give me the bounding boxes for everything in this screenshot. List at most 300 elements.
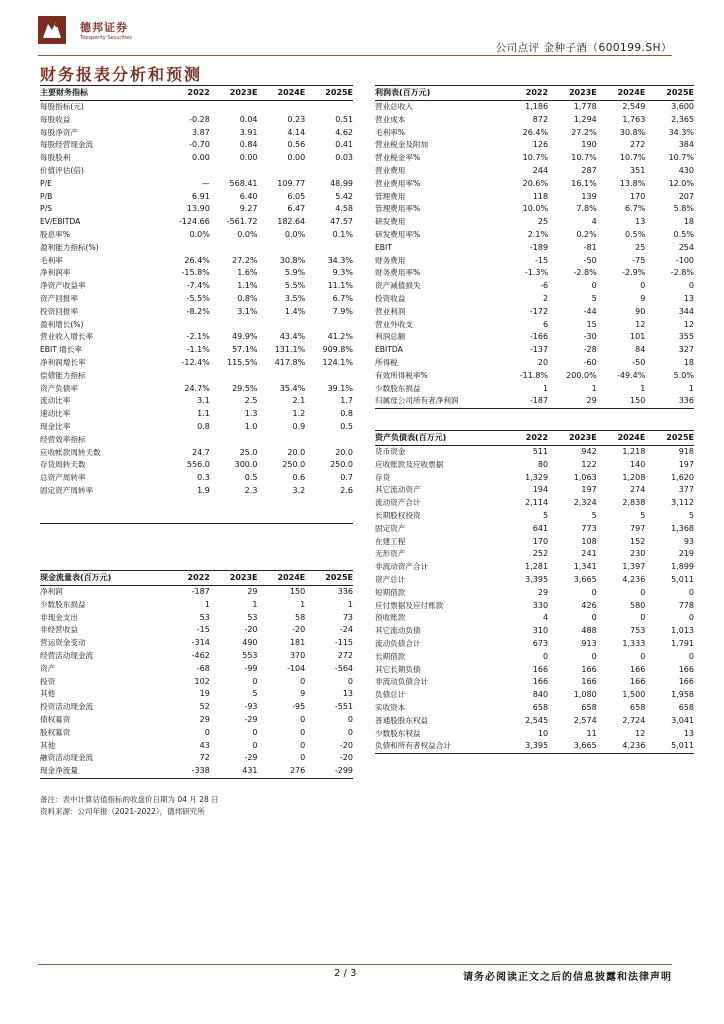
cell-value: 166 — [532, 664, 549, 674]
table-row — [375, 395, 694, 408]
cell-value — [305, 511, 353, 524]
cell-value: 0.7 — [340, 473, 353, 483]
cell-value: 3.1 — [197, 396, 210, 406]
cell-value: 0.9 — [292, 421, 306, 431]
table-row — [375, 625, 694, 638]
row-label: 预收账款 — [375, 613, 406, 623]
cell-value: 0.04 — [239, 114, 258, 124]
table-row — [375, 139, 694, 152]
cell-value: -93 — [244, 702, 258, 712]
cell-value — [162, 498, 210, 511]
cell-value: 0.6 — [292, 473, 306, 483]
row-label: 投资 — [40, 676, 56, 686]
cell-value: 5,011 — [671, 741, 694, 751]
table-header-row — [375, 431, 694, 446]
cell-value: 53 — [247, 612, 258, 622]
table-row — [40, 114, 353, 127]
cell-value — [258, 434, 306, 447]
cell-value: 0 — [300, 727, 306, 737]
cell-value — [305, 498, 353, 511]
cell-value: 10.7% — [571, 153, 597, 163]
table-row — [375, 651, 694, 664]
cell-value: 12 — [635, 319, 646, 329]
row-label: 营业收入增长率 — [40, 332, 94, 342]
cell-value: 0.41 — [335, 140, 353, 150]
cell-value: 4,236 — [622, 741, 646, 751]
cell-value: 20.0 — [287, 447, 306, 457]
cell-value: 1,294 — [573, 114, 597, 124]
table-row — [40, 139, 353, 152]
table-row — [375, 165, 694, 178]
cell-value: -50 — [583, 255, 597, 265]
row-label: 营业利润 — [375, 306, 406, 316]
cell-value: 1,333 — [622, 638, 646, 648]
table-row — [375, 306, 694, 319]
row-label: 应付票据及应付账款 — [375, 600, 444, 610]
row-label: 净利润 — [40, 587, 63, 596]
footer-divider — [38, 964, 672, 965]
row-label: 少数股东损益 — [375, 383, 421, 393]
table-row — [40, 485, 353, 498]
column-header: 2024E — [277, 88, 306, 97]
cell-value: 90 — [635, 306, 646, 316]
table-row — [40, 637, 353, 650]
cell-value: -24 — [339, 625, 353, 635]
table-row — [40, 357, 353, 370]
cell-value — [210, 498, 258, 511]
cell-value: 1 — [640, 383, 646, 393]
row-label: 非流动负债合计 — [375, 677, 429, 687]
cell-value: 6.7% — [625, 204, 646, 214]
cell-value — [162, 242, 210, 255]
cell-value: -75 — [632, 255, 646, 265]
row-label: 每股净资产 — [40, 127, 78, 137]
table-row — [375, 191, 694, 204]
row-label: 其它流动资产 — [375, 485, 421, 495]
cell-value: 181 — [289, 638, 306, 648]
cell-value: 1,778 — [573, 102, 597, 111]
cell-value: 152 — [630, 536, 646, 546]
cell-value: 2,574 — [573, 715, 597, 725]
table-row — [375, 587, 694, 600]
row-label: 非流动资产合计 — [375, 562, 429, 572]
cell-value: 5.8% — [673, 204, 694, 214]
table-row — [40, 459, 353, 472]
table-row — [40, 765, 353, 778]
cell-value: -0.28 — [189, 114, 210, 124]
table-row — [375, 331, 694, 344]
cell-value: 72 — [199, 753, 210, 763]
cell-value: 0.5% — [625, 229, 646, 239]
row-label: 营业总收入 — [375, 102, 413, 111]
logo-emblem-icon — [38, 16, 66, 44]
cell-value: 430 — [678, 165, 694, 175]
row-label: 营业成本 — [375, 114, 406, 124]
cell-value: 10 — [537, 728, 549, 738]
cell-value — [258, 498, 306, 511]
cell-value: 287 — [581, 165, 597, 175]
cell-value: -60 — [583, 357, 597, 367]
column-header: 2023E — [229, 88, 258, 97]
table-row — [40, 383, 353, 396]
cell-value: 0 — [347, 727, 353, 737]
row-label: 无形资产 — [375, 549, 406, 559]
row-label: 现金比率 — [40, 421, 71, 431]
table-row — [40, 498, 353, 511]
column-header: 2025E — [666, 433, 694, 442]
cash-flow-table — [40, 570, 353, 779]
cell-value: 254 — [678, 242, 694, 252]
cell-value: 0.3 — [197, 473, 210, 483]
cell-value: 52 — [199, 702, 210, 712]
cell-value: 2,324 — [573, 498, 597, 508]
cell-value: 29 — [199, 714, 210, 724]
cell-value: 131.1% — [274, 345, 306, 355]
cell-value: 778 — [678, 600, 694, 610]
cell-value: 29.5% — [232, 383, 258, 393]
row-label: 研发费用 — [375, 217, 406, 227]
cell-value: 2 — [542, 293, 549, 303]
cell-value: 182.64 — [277, 217, 306, 227]
column-header: 2024E — [617, 433, 646, 442]
cell-value: 274 — [630, 485, 646, 495]
cell-value: 24.7 — [191, 447, 210, 457]
row-label: 流动负债合计 — [375, 638, 421, 648]
cell-value: 1,281 — [525, 562, 549, 572]
cell-value: 244 — [532, 165, 549, 175]
cell-value: -12.4% — [181, 357, 210, 367]
cell-value: 10.7% — [668, 153, 694, 163]
column-header: 2022 — [187, 573, 210, 582]
cell-value — [162, 101, 210, 114]
cell-value: -15 — [196, 625, 210, 635]
cell-value: 580 — [630, 600, 646, 610]
table-row — [40, 280, 353, 293]
cell-value: 0 — [300, 714, 306, 724]
table-row — [40, 178, 353, 191]
cell-value: 0 — [591, 281, 597, 291]
row-label: 固定资产 — [375, 523, 406, 533]
row-label: 净资产收益率 — [40, 281, 86, 291]
cell-value: 2,545 — [525, 715, 549, 725]
cell-value — [258, 319, 306, 332]
cell-value: -299 — [334, 766, 353, 776]
table-row — [375, 472, 694, 485]
cell-value: 150 — [289, 587, 306, 596]
row-label: EBIT 增长率 — [40, 345, 83, 355]
cell-value: 918 — [678, 447, 694, 456]
table-row — [375, 536, 694, 549]
cell-value: 658 — [532, 702, 549, 712]
cell-value: 18 — [683, 217, 694, 227]
cell-value: 166 — [630, 664, 646, 674]
table-row — [375, 383, 694, 396]
cell-value: 1.6% — [237, 268, 258, 278]
cell-value: 252 — [532, 549, 549, 559]
row-label: 利润总额 — [375, 332, 406, 342]
cell-value: 200.0% — [566, 370, 597, 380]
table-row — [40, 688, 353, 701]
company-logo — [38, 16, 168, 46]
cell-value: 658 — [581, 702, 597, 712]
row-label: 长期借款 — [375, 651, 406, 661]
table-row — [40, 344, 353, 357]
cell-value: 5,011 — [671, 574, 694, 584]
row-label: 财务费用率% — [375, 268, 421, 278]
cell-value: 1,368 — [671, 523, 694, 533]
cell-value — [305, 370, 353, 383]
cell-value: 13 — [342, 689, 353, 699]
table-row — [40, 229, 353, 242]
cell-value: 2,724 — [622, 715, 646, 725]
cell-value: -30 — [583, 332, 597, 342]
cell-value: 0.0% — [189, 229, 210, 239]
cell-value: 0.8 — [197, 421, 210, 431]
column-header: 2025E — [666, 88, 694, 97]
table-row — [375, 676, 694, 689]
cell-value — [162, 511, 210, 524]
table-header-row — [40, 571, 353, 586]
cell-value: 25 — [537, 217, 549, 227]
cell-value: 12 — [635, 728, 646, 738]
table-row — [40, 612, 353, 625]
cell-value: -2.8% — [573, 268, 597, 278]
cell-value — [258, 370, 306, 383]
table-row — [375, 484, 694, 497]
table-row — [375, 497, 694, 510]
cell-value: 2.1% — [527, 229, 549, 239]
cell-value: 1 — [542, 383, 549, 393]
cell-value: 0.5% — [673, 229, 694, 239]
cell-value: -561.72 — [226, 217, 258, 227]
table-row — [375, 664, 694, 677]
row-label: 长期股权投资 — [375, 510, 421, 520]
cell-value: 5.42 — [335, 191, 353, 201]
cell-value: 122 — [581, 459, 597, 469]
cell-value: 1,791 — [671, 638, 694, 648]
cell-value: 3,041 — [671, 715, 694, 725]
table-row — [375, 638, 694, 651]
cell-value: 26.4% — [522, 127, 549, 137]
cell-value: 3,395 — [525, 574, 549, 584]
cell-value: 166 — [678, 677, 694, 687]
cell-value: 1,341 — [573, 562, 597, 572]
cell-value: 5 — [252, 689, 258, 699]
row-label: 股息率% — [40, 229, 70, 239]
cell-value: 377 — [678, 485, 694, 495]
table-row — [40, 408, 353, 421]
cell-value: 80 — [537, 459, 549, 469]
column-header: 2022 — [525, 433, 549, 442]
table-row — [40, 434, 353, 447]
header-divider — [38, 55, 672, 56]
cell-value: 73 — [342, 612, 353, 622]
cell-value: 1.2 — [292, 409, 306, 419]
cell-value: 10.7% — [619, 153, 646, 163]
cell-value — [210, 242, 258, 255]
cell-value: 1.1 — [197, 409, 210, 419]
cell-value: 1,763 — [622, 114, 646, 124]
report-header: 公司点评 金种子酒（600199.SH） — [495, 42, 672, 54]
cell-value: 13.8% — [619, 178, 646, 188]
table-row — [40, 740, 353, 753]
row-label: 研发费用率% — [375, 229, 421, 239]
cell-value: 1,958 — [671, 690, 694, 700]
cell-value: 658 — [630, 702, 646, 712]
cell-value: 194 — [532, 485, 549, 495]
table-title: 资产负债表(百万元) — [375, 433, 447, 442]
cell-value: 27.2% — [232, 255, 258, 265]
cell-value: 20.6% — [522, 178, 549, 188]
cell-value: 344 — [678, 306, 694, 316]
cell-value: -29 — [244, 753, 258, 763]
cell-value: 166 — [532, 677, 549, 687]
cell-value: 2.6 — [340, 485, 353, 495]
table-row — [40, 752, 353, 765]
cell-value: -44 — [583, 306, 597, 316]
row-label: 其它流动负债 — [375, 626, 421, 636]
cell-value: 327 — [678, 345, 694, 355]
row-label — [40, 511, 162, 524]
cell-value: 207 — [678, 191, 694, 201]
cell-value: 9.27 — [239, 204, 258, 214]
cell-value: -68 — [196, 663, 210, 673]
row-label: 每股经营现金流 — [40, 140, 94, 150]
table-row — [40, 421, 353, 434]
table-row — [40, 701, 353, 714]
cell-value: 0 — [688, 613, 694, 623]
cell-value: 241 — [581, 549, 597, 559]
table-row — [375, 715, 694, 728]
cell-value: — — [201, 178, 210, 188]
row-label: 债权募资 — [40, 714, 71, 724]
cell-value: 2.5 — [244, 396, 258, 406]
cell-value: 773 — [581, 523, 597, 533]
cell-value: 673 — [532, 638, 549, 648]
cell-value: 7.9% — [332, 306, 353, 316]
column-header: 2023E — [568, 88, 597, 97]
cell-value: 1,013 — [671, 626, 694, 636]
cell-value: -314 — [191, 638, 210, 648]
cell-value: 26.4% — [184, 255, 210, 265]
cell-value: 0.0% — [237, 229, 258, 239]
cell-value: 3.5% — [284, 293, 306, 303]
cell-value: 0 — [640, 651, 646, 661]
cell-value: -11.8% — [519, 370, 549, 380]
table-title: 现金流量表(百万元) — [40, 573, 112, 582]
cell-value: 0 — [347, 676, 353, 686]
cell-value: 300.0 — [234, 460, 258, 470]
cell-value — [210, 370, 258, 383]
table-row — [375, 357, 694, 370]
cell-value: 351 — [630, 165, 646, 175]
row-label: 资产回报率 — [40, 293, 78, 303]
table-row — [375, 459, 694, 472]
row-label: 偿债能力指标 — [40, 370, 86, 380]
cell-value: 20.0 — [335, 447, 353, 457]
cell-value: -6 — [540, 281, 549, 291]
cell-value: 41.2% — [327, 332, 353, 342]
cell-value: 124.1% — [322, 357, 353, 367]
cell-value — [305, 242, 353, 255]
cell-value — [162, 165, 210, 178]
cell-value: 0 — [204, 727, 210, 737]
cell-value: 197 — [678, 459, 694, 469]
cell-value: -20 — [339, 740, 353, 750]
cell-value: 336 — [678, 396, 694, 406]
row-label: 资产总计 — [375, 574, 406, 584]
row-label: 盈利能力指标(%) — [40, 242, 99, 252]
table-row — [40, 586, 353, 599]
cell-value: 5 — [542, 510, 549, 520]
row-label: 实收资本 — [375, 702, 406, 712]
disclaimer: 请务必阅读正文之后的信息披露和法律声明 — [463, 972, 672, 983]
cell-value: -7.4% — [186, 281, 210, 291]
cell-value: -172 — [529, 306, 549, 316]
cell-value: 1 — [591, 383, 597, 393]
cell-value: 11.1% — [327, 281, 353, 291]
cell-value: 3.87 — [191, 127, 210, 137]
row-label: 非经营收益 — [40, 625, 78, 635]
table-row — [40, 331, 353, 344]
cell-value: 16.1% — [571, 178, 597, 188]
cell-value: -100 — [675, 255, 694, 265]
table-row — [40, 127, 353, 140]
table-row — [375, 344, 694, 357]
row-label: 营业费用率% — [375, 178, 421, 188]
table-row — [40, 472, 353, 485]
row-label: 营运资金变动 — [40, 638, 86, 648]
cell-value: 18 — [683, 357, 694, 367]
row-label: 少数股东权益 — [375, 728, 421, 738]
table-row — [40, 395, 353, 408]
cell-value: 1 — [252, 599, 258, 609]
row-label: 其他 — [40, 740, 56, 750]
cell-value: 641 — [532, 523, 549, 533]
cell-value: 0.56 — [287, 140, 306, 150]
row-label: 营业外收支 — [375, 319, 413, 329]
cell-value: -338 — [191, 766, 210, 776]
row-label: 经营活动现金流 — [40, 650, 94, 660]
cell-value: 1,080 — [573, 690, 597, 700]
cell-value: 24.7% — [184, 383, 210, 393]
cell-value: 488 — [581, 626, 597, 636]
cell-value: 3,395 — [525, 741, 549, 751]
cell-value: 1.9 — [197, 485, 210, 495]
row-label: EV/EBITDA — [40, 217, 81, 227]
table-row — [375, 255, 694, 268]
cell-value: 4 — [591, 217, 597, 227]
cell-value: 5.0% — [673, 370, 694, 380]
cell-value: 5 — [688, 510, 694, 520]
cell-value: -2.8% — [670, 268, 694, 278]
cell-value: 1.7 — [340, 396, 353, 406]
cell-value: 10.0% — [522, 204, 549, 214]
cell-value: 25.0 — [239, 447, 258, 457]
cell-value: 48.99 — [330, 178, 353, 188]
cell-value: 126 — [532, 140, 549, 150]
cell-value: 190 — [581, 140, 597, 150]
cell-value: 0 — [252, 740, 258, 750]
cell-value: -187 — [529, 396, 549, 406]
column-header: 2022 — [187, 88, 210, 97]
cell-value — [210, 434, 258, 447]
footnote: 备注：表中计算估值指标的收盘价日期为 04 月 28 日 — [40, 795, 219, 804]
cell-value: 15 — [586, 319, 597, 329]
column-header: 2023E — [568, 433, 597, 442]
cell-value: 34.3% — [327, 255, 353, 265]
cell-value: 370 — [289, 650, 306, 660]
